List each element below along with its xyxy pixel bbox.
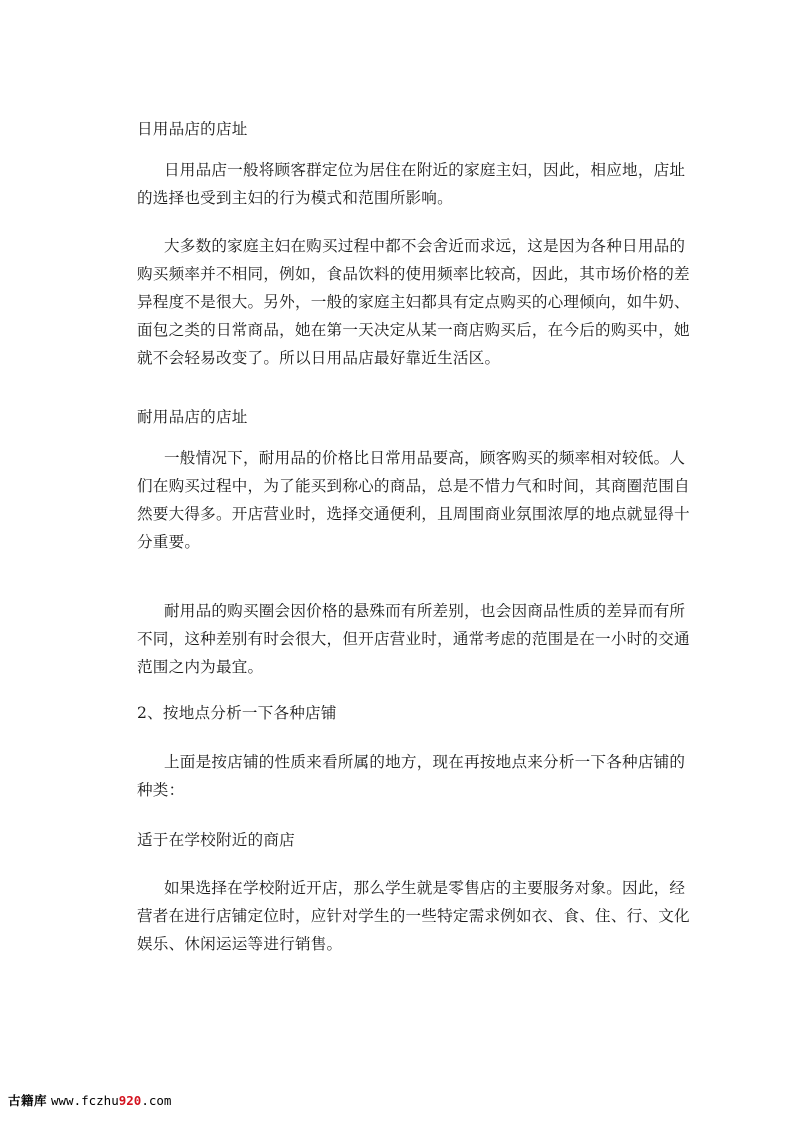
footer-url[interactable] xyxy=(51,1093,171,1108)
paragraph-line: 面包之类的日常商品，她在第一天决定从某一商店购买后，在今后的购买中，她 xyxy=(137,321,690,339)
paragraph-line: 异程度不是很大。另外，一般的家庭主妇都具有定点购买的心理倾向，如牛奶、 xyxy=(137,293,690,311)
heading-text: 日用品店的店址 xyxy=(137,120,248,138)
footer-brand: 古籍库 xyxy=(8,1093,48,1108)
paragraph-line: 耐用品的购买圈会因价格的悬殊而有所差别，也会因商品性质的差异而有所 xyxy=(164,602,686,620)
paragraph-line: 日用品店一般将顾客群定位为居住在附近的家庭主妇，因此，相应地，店址 xyxy=(164,161,686,179)
paragraph-line: 营者在进行店铺定位时，应针对学生的一些特定需求例如衣、食、住、行、文化 xyxy=(137,907,690,925)
paragraph-line: 娱乐、休闲运运等进行销售。 xyxy=(137,935,343,953)
paragraph-line: 就不会轻易改变了。所以日用品店最好靠近生活区。 xyxy=(137,349,501,367)
paragraph-line: 种类： xyxy=(137,781,185,799)
paragraph-line: 一般情况下，耐用品的价格比日常用品要高，顾客购买的频率相对较低。人 xyxy=(164,449,686,467)
paragraph-line: 购买频率并不相同，例如，食品饮料的使用频率比较高，因此，其市场价格的差 xyxy=(137,265,690,283)
paragraph-line: 范围之内为最宜。 xyxy=(137,658,264,676)
paragraph-line: 大多数的家庭主妇在购买过程中都不会舍近而求远，这是因为各种日用品的 xyxy=(164,237,686,255)
paragraph-line: 分重要。 xyxy=(137,533,201,551)
footer-url-suffix: .com xyxy=(141,1093,172,1108)
paragraph-line: 不同，这种差别有时会很大，但开店营业时，通常考虑的范围是在一小时的交通 xyxy=(137,630,690,648)
heading-text: 耐用品店的店址 xyxy=(137,408,248,426)
paragraph-line: 上面是按店铺的性质来看所属的地方，现在再按地点来分析一下各种店铺的 xyxy=(164,753,686,771)
paragraph-line: 的选择也受到主妇的行为模式和范围所影响。 xyxy=(137,189,453,207)
footer-watermark xyxy=(8,1091,171,1109)
heading-text: 2、按地点分析一下各种店铺 xyxy=(137,704,337,722)
paragraph-line: 们在购买过程中，为了能买到称心的商品，总是不惜力气和时间，其商圈范围自 xyxy=(137,477,690,495)
paragraph-line: 然要大得多。开店营业时，选择交通便利，且周围商业氛围浓厚的地点就显得十 xyxy=(137,505,690,523)
heading-text: 适于在学校附近的商店 xyxy=(137,831,295,849)
paragraph-line: 如果选择在学校附近开店，那么学生就是零售店的主要服务对象。因此，经 xyxy=(164,879,686,897)
footer-url-prefix: www.fczhu xyxy=(51,1093,119,1108)
footer-url-accent: 920 xyxy=(118,1093,142,1108)
